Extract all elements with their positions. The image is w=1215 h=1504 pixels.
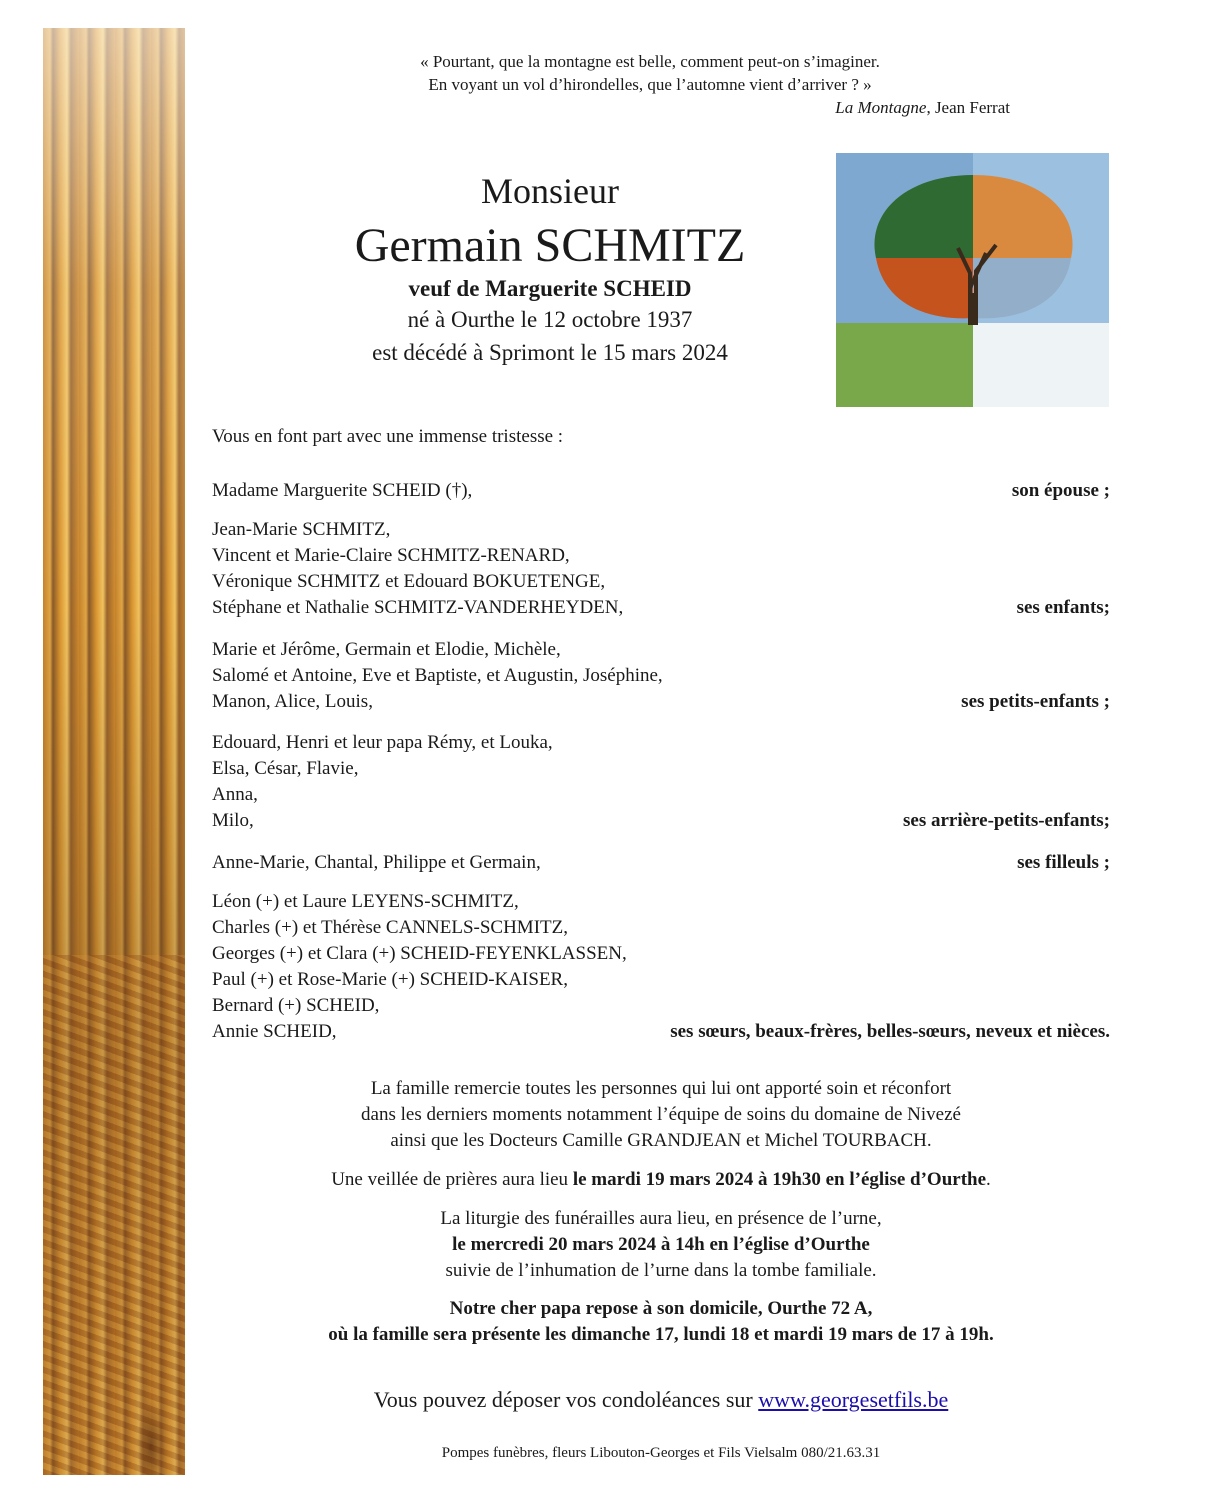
family-group: [212, 637, 1110, 715]
family-member-line: Jean-Marie SCHMITZ,: [212, 519, 391, 540]
family-member-line: Madame Marguerite SCHEID (†),: [212, 480, 473, 501]
relationship-label: ses arrière-petits-enfants;: [903, 810, 1110, 831]
family-member-line: Charles (+) et Thérèse CANNELS-SCHMITZ,: [212, 917, 568, 938]
thanks-line-2: dans les derniers moments notamment l’équipe de soins du domaine de Nivezé: [361, 1104, 961, 1125]
epigraph-quote: [290, 50, 1010, 119]
thanks-paragraph: [212, 1076, 1110, 1154]
relationship-label: ses petits-enfants ;: [961, 691, 1110, 712]
deceased-name: Germain SCHMITZ: [354, 219, 746, 272]
quote-source: [290, 96, 1010, 119]
relationship-label: ses filleuls ;: [1017, 852, 1110, 873]
family-group: [212, 889, 1110, 1045]
rest-line-2: où la famille sera présente les dimanche 17, lundi 18 et mardi 19 mars de 17 à 19h.: [328, 1324, 994, 1345]
quote-source-author: , Jean Ferrat: [926, 98, 1010, 117]
thanks-line-1: La famille remercie toutes les personnes qui lui ont apporté soin et réconfort: [370, 1078, 952, 1099]
family-member-line: Vincent et Marie-Claire SCHMITZ-RENARD,: [212, 545, 570, 566]
family-member-line: Manon, Alice, Louis,: [212, 691, 373, 712]
family-member-line: Georges (+) et Clara (+) SCHEID-FEYENKLASSEN,: [212, 943, 627, 964]
four-seasons-tree-photo: [836, 153, 1109, 407]
family-group: [212, 517, 1110, 621]
death-line: est décédé à Sprimont le 15 mars 2024: [372, 340, 728, 365]
autumn-forest-photo: [43, 28, 185, 1475]
family-member-line: Edouard, Henri et leur papa Rémy, et Louka,: [212, 732, 553, 753]
family-member-line: Annie SCHEID,: [212, 1021, 337, 1042]
rest-paragraph: [212, 1296, 1110, 1348]
condolences-text: Vous pouvez déposer vos condoléances sur: [373, 1387, 759, 1412]
quote-line-1: « Pourtant, que la montagne est belle, comment peut-on s’imaginer.: [420, 52, 880, 71]
family-member-line: Anne-Marie, Chantal, Philippe et Germain,: [212, 852, 541, 873]
birth-line: né à Ourthe le 12 octobre 1937: [407, 307, 693, 332]
family-member-line: Marie et Jérôme, Germain et Elodie, Michèle,: [212, 639, 561, 660]
family-group: [212, 730, 1110, 834]
family-member-line: Paul (+) et Rose-Marie (+) SCHEID-KAISER,: [212, 969, 568, 990]
vigil-prefix: Une veillée de prières aura lieu: [331, 1169, 573, 1190]
family-member-line: Salomé et Antoine, Eve et Baptiste, et Augustin, Joséphine,: [212, 665, 663, 686]
widower-line: veuf de Marguerite SCHEID: [408, 276, 692, 301]
family-member-line: Bernard (+) SCHEID,: [212, 995, 380, 1016]
family-member-line: Milo,: [212, 810, 254, 831]
family-member-line: Anna,: [212, 784, 258, 805]
relationship-label: ses sœurs, beaux-frères, belles-sœurs, neveux et nièces.: [670, 1021, 1110, 1042]
rest-line-1: Notre cher papa repose à son domicile, Ourthe 72 A,: [449, 1298, 873, 1319]
family-group: [212, 850, 1110, 876]
funeral-datetime: le mercredi 20 mars 2024 à 14h en l’église d’Ourthe: [452, 1234, 870, 1255]
family-member-line: Stéphane et Nathalie SCHMITZ-VANDERHEYDEN,: [212, 597, 624, 618]
condolences-link[interactable]: www.georgesetfils.be: [758, 1387, 949, 1412]
footer-funeral-home: Pompes funèbres, fleurs Libouton-Georges et Fils Vielsalm 080/21.63.31: [441, 1445, 881, 1461]
honorific: Monsieur: [481, 171, 619, 211]
funeral-line-1: La liturgie des funérailles aura lieu, en présence de l’urne,: [440, 1208, 882, 1229]
vigil-paragraph: [212, 1167, 1110, 1193]
vigil-suffix: .: [986, 1169, 991, 1190]
funeral-paragraph: [212, 1206, 1110, 1284]
funeral-line-3: suivie de l’inhumation de l’urne dans la tombe familiale.: [445, 1260, 877, 1281]
vigil-datetime: le mardi 19 mars 2024 à 19h30 en l’église d’Ourthe: [572, 1169, 987, 1190]
family-group: [212, 478, 1110, 504]
family-member-line: Véronique SCHMITZ et Edouard BOKUETENGE,: [212, 571, 606, 592]
thanks-line-3: ainsi que les Docteurs Camille GRANDJEAN et Michel TOURBACH.: [390, 1130, 932, 1151]
quote-line-2: En voyant un vol d’hirondelles, que l’automne vient d’arriver ? »: [428, 75, 872, 94]
family-member-line: Elsa, César, Flavie,: [212, 758, 359, 779]
relationship-label: ses enfants;: [1016, 597, 1110, 618]
quote-source-title: La Montagne: [835, 98, 927, 117]
relationship-label: son épouse ;: [1011, 480, 1110, 501]
intro-line: Vous en font part avec une immense tristesse :: [212, 426, 564, 447]
condolences-line: [212, 1387, 1110, 1413]
family-member-line: Léon (+) et Laure LEYENS-SCHMITZ,: [212, 891, 519, 912]
